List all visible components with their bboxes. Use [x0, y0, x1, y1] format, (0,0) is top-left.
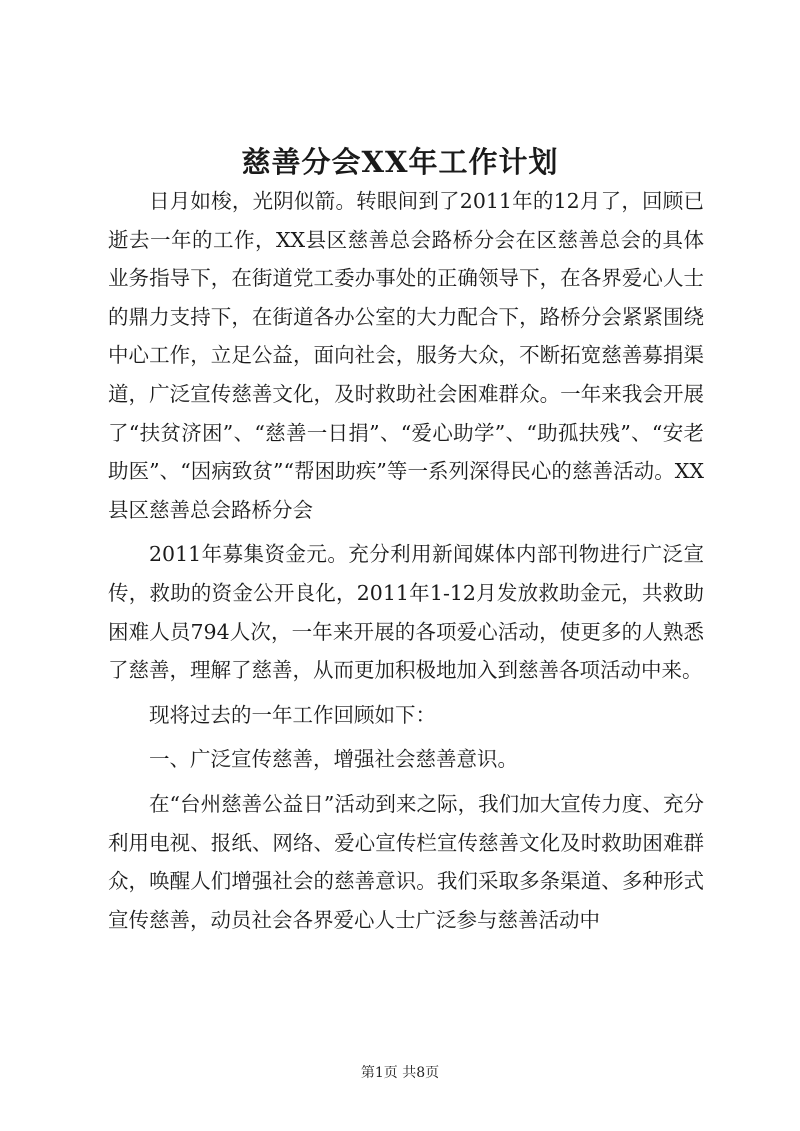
page-footer: 第1页 共8页 — [360, 1065, 440, 1081]
document-body — [108, 182, 704, 939]
paragraph-publicity: 在“台州慈善公益日”活动到来之际，我们加大宣传力度、充分利用电视、报纸、网络、爱心宣传栏宣传慈善文化及时救助困难群众，唤醒人们增强社会的慈善意识。我们采取多条渠道、多种形式宣传慈善，动员社会各界爱心人士广泛参与慈善活动中 — [108, 791, 704, 932]
paragraph-funds: 2011年募集资金元。充分利用新闻媒体内部刊物进行广泛宣传，救助的资金公开良化，2011年1-12月发放救助金元，共救助困难人员794人次，一年来开展的各项爱心活动，使更多的人熟悉了慈善，理解了慈善，从而更加积极地加入到慈善各项活动中来。 — [108, 542, 704, 683]
section-heading-1: 一、广泛宣传慈善，增强社会慈善意识。 — [149, 747, 518, 772]
paragraph-intro: 日月如梭，光阴似箭。转眼间到了2011年的12月了，回顾已逝去一年的工作，XX县区慈善总会路桥分会在区慈善总会的具体业务指导下，在街道党工委办事处的正确领导下，在各界爱心人士的鼎力支持下，在街道各办公室的大力配合下，路桥分会紧紧围绕中心工作，立足公益，面向社会，服务大众，不断拓宽慈善募捐渠道，广泛宣传慈善文化，及时救助社会困难群众。一年来我会开展了“扶贫济困”、“慈善一日捐”、“爱心助学”、“助孤扶残”、“安老助医”、“因病致贫”“帮困助疾”等一系列深得民心的慈善活动。XX县区慈善总会路桥分会 — [108, 189, 704, 522]
paragraph-review-lead: 现将过去的一年工作回顾如下： — [149, 702, 436, 727]
document-title: 慈善分会XX年工作计划 — [241, 145, 559, 179]
